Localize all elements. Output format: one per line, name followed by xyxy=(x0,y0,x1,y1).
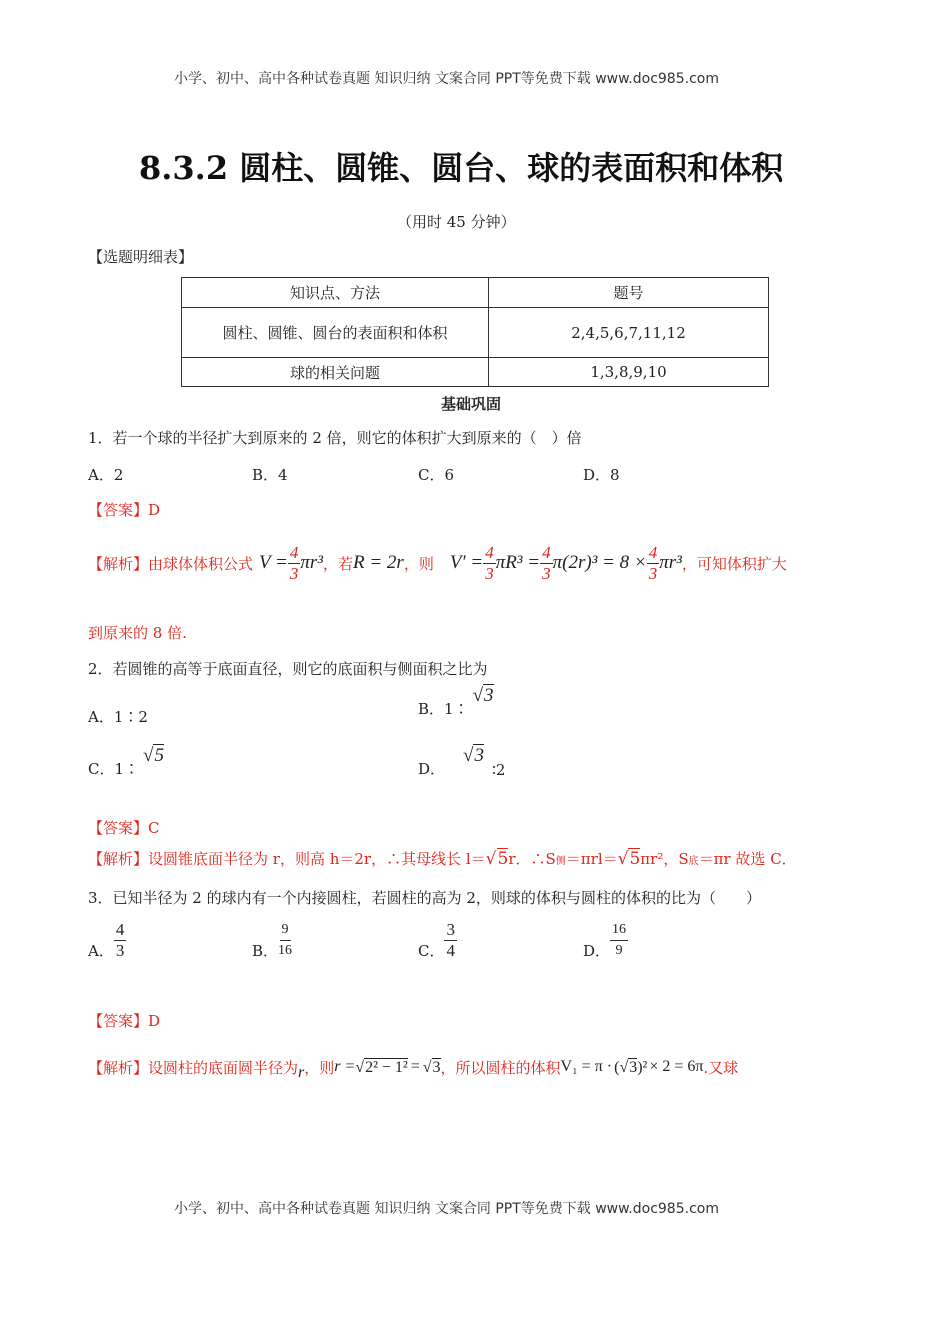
q1-analysis-line1 xyxy=(88,538,787,588)
option-letter: B． xyxy=(252,942,279,960)
page-footer: 小学、初中、高中各种试卷真题 知识归纳 文案合同 PPT等免费下载 www.doc985.com xyxy=(174,1201,719,1217)
fraction-den: 3 xyxy=(648,563,658,583)
q2-option-d-tail: ∶2 xyxy=(491,761,506,779)
analysis-label: 【解析】 xyxy=(88,554,149,573)
q1-option-b: B．4 xyxy=(252,466,288,484)
analysis-text: ，所以圆柱的体积 xyxy=(440,1058,561,1077)
formula-r: r = xyxy=(334,1058,356,1075)
fraction-den: 4 xyxy=(446,941,455,960)
q2-option-b-label: B．1∶ xyxy=(418,700,469,718)
option-letter: D． xyxy=(583,942,611,960)
formula-v-lhs: V = xyxy=(259,552,288,573)
sqrt-expression: √2² − 1² xyxy=(355,1058,408,1076)
analysis-label: 【解析】 xyxy=(88,850,149,868)
table-cell: 球的相关问题 xyxy=(182,358,489,387)
q2-option-d xyxy=(418,745,506,779)
q1-option-a: A．2 xyxy=(88,466,124,484)
table-cell: 1,3,8,9,10 xyxy=(489,358,769,387)
sqrt-5: √5 xyxy=(143,745,164,766)
formula-v1-tail: × 2 = 6π xyxy=(649,1058,704,1075)
analysis-text: πr²，S xyxy=(640,850,689,868)
sqrt-3: √3 xyxy=(463,745,484,766)
q3-analysis xyxy=(88,1050,738,1084)
q1-option-c: C．6 xyxy=(418,466,455,484)
q3-option-b xyxy=(252,920,292,961)
q1-stem: 1．若一个球的半径扩大到原来的 2 倍，则它的体积扩大到原来的（ ）倍 xyxy=(88,429,582,447)
fraction-num: 4 xyxy=(289,542,299,562)
q1-option-d: D．8 xyxy=(583,466,620,484)
analysis-text: ，则 xyxy=(304,1058,335,1077)
formula-v1: V₁ = π · xyxy=(560,1058,613,1075)
sqrt-3: √3 xyxy=(472,685,494,706)
fraction-num: 4 xyxy=(115,920,125,939)
q2-option-a: A．1∶2 xyxy=(88,708,148,726)
analysis-label: 【解析】 xyxy=(88,1058,149,1077)
table-header: 知识点、方法 xyxy=(182,278,489,308)
q2-option-c-label: C．1∶ xyxy=(88,760,140,778)
fraction xyxy=(114,920,127,961)
radicand: 3 xyxy=(484,685,494,706)
fraction xyxy=(278,920,292,961)
analysis-text: 设圆锥底面半径为 r，则高 h＝2r，∴其母线长 l＝ xyxy=(148,850,486,868)
fraction xyxy=(288,543,301,584)
formula-R: R = 2r xyxy=(353,552,404,573)
page-header: 小学、初中、高中各种试卷真题 知识归纳 文案合同 PPT等免费下载 www.doc985.com xyxy=(174,71,719,87)
fraction-den: 3 xyxy=(485,563,494,583)
fraction xyxy=(444,920,457,961)
fraction-den: 3 xyxy=(542,563,551,583)
radicand: 3 xyxy=(474,745,484,766)
analysis-text: ，则 xyxy=(403,554,434,573)
paren-sqrt-3: (√3)² xyxy=(614,1058,648,1076)
equals: = xyxy=(410,1058,420,1075)
q3-option-d xyxy=(583,920,628,961)
topic-table xyxy=(181,277,769,387)
q3-option-c xyxy=(418,920,457,961)
table-cell: 2,4,5,6,7,11,12 xyxy=(489,308,769,358)
analysis-text: ＝πrl＝ xyxy=(565,850,618,868)
radicand: 5 xyxy=(629,849,641,869)
fraction-num: 3 xyxy=(446,920,455,939)
q3-stem: 3．已知半径为 2 的球内有一个内接圆柱，若圆柱的高为 2，则球的体积与圆柱的体积的比为（ ） xyxy=(88,889,761,907)
analysis-text: ＝πr 故选 C． xyxy=(698,850,797,868)
analysis-text: ，若 xyxy=(322,554,353,573)
fraction-num: 9 xyxy=(280,920,291,941)
q2-answer: 【答案】C xyxy=(88,819,160,837)
fraction xyxy=(647,543,660,584)
q2-option-d-label: D． xyxy=(418,760,446,778)
time-note: （用时 45 分钟） xyxy=(397,213,516,231)
sqrt-5: √5 xyxy=(485,849,509,869)
q1-analysis-line2: 到原来的 8 倍. xyxy=(88,624,187,642)
table-cell: 圆柱、圆锥、圆台的表面积和体积 xyxy=(182,308,489,358)
q2-option-c xyxy=(88,745,164,779)
radicand: 5 xyxy=(497,849,509,869)
q2-option-b xyxy=(418,685,494,719)
sqrt-3: √3 xyxy=(422,1058,441,1076)
table-header: 题号 xyxy=(489,278,769,308)
q1-answer: 【答案】D xyxy=(88,501,161,519)
formula-v xyxy=(259,552,288,574)
radicand: 3 xyxy=(629,1058,638,1076)
q3-option-a xyxy=(88,920,126,961)
fraction-num: 16 xyxy=(610,920,628,941)
fraction xyxy=(540,543,553,584)
formula-pir3: πr³ xyxy=(659,552,682,573)
analysis-text: 由球体体积公式 xyxy=(148,554,254,573)
q2-analysis xyxy=(88,848,797,869)
fraction-num: 4 xyxy=(648,542,658,562)
radicand: 5 xyxy=(154,745,164,766)
fraction xyxy=(610,920,628,961)
fraction xyxy=(483,543,496,584)
variable-r: r xyxy=(298,1064,305,1081)
fraction-den: 9 xyxy=(615,943,623,958)
analysis-text: 设圆柱的底面圆半径为 xyxy=(148,1058,299,1077)
radicand: 3 xyxy=(432,1058,441,1076)
analysis-text: .又球 xyxy=(703,1058,739,1077)
formula-piR3: πR³ = xyxy=(495,552,541,573)
radicand: 2² − 1² xyxy=(365,1058,408,1076)
analysis-text: r．∴S xyxy=(508,850,556,868)
option-letter: C． xyxy=(418,942,445,960)
option-letter: A． xyxy=(88,942,114,960)
fraction-num: 4 xyxy=(485,542,494,562)
section-heading: 基础巩固 xyxy=(441,395,502,413)
fraction-den: 3 xyxy=(115,941,125,960)
fraction-den: 16 xyxy=(278,943,293,958)
q3-answer: 【答案】D xyxy=(88,1012,161,1030)
subscript: 底 xyxy=(688,856,699,867)
subscript: 侧 xyxy=(555,856,566,867)
formula-pi2r: π(2r)³ = 8 × xyxy=(552,552,647,573)
sqrt-5: √5 xyxy=(617,849,641,869)
analysis-text: ，可知体积扩大 xyxy=(681,554,787,573)
formula-vprime: V′ = xyxy=(449,552,484,573)
fraction-num: 4 xyxy=(542,542,551,562)
formula-pir3: πr³ xyxy=(300,552,323,573)
detail-label: 【选题明细表】 xyxy=(88,248,194,266)
fraction-den: 3 xyxy=(289,563,299,583)
page-title: 8.3.2 圆柱、圆锥、圆台、球的表面积和体积 xyxy=(139,149,784,187)
q2-stem: 2．若圆锥的高等于底面直径，则它的底面积与侧面积之比为 xyxy=(88,660,488,678)
